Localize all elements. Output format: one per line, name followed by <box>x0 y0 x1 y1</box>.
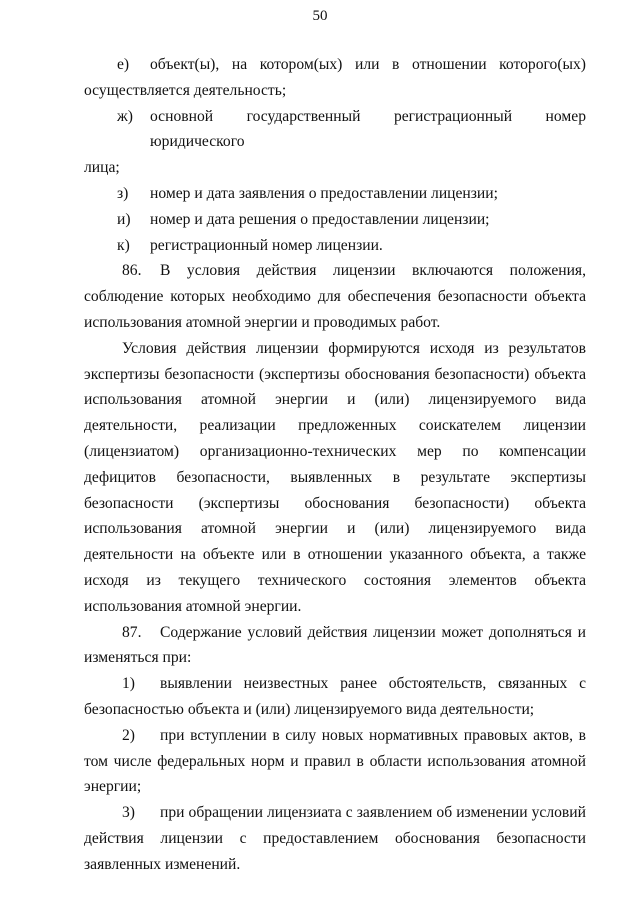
paragraph-86 <box>84 258 586 284</box>
list-item-z <box>84 181 586 207</box>
list-marker: е) <box>117 56 130 73</box>
sub-item-1-text: безопасностью объекта и (или) лицензируемого вида деятельности; <box>84 700 535 718</box>
paragraph-87-text: изменяться при: <box>84 649 192 667</box>
sub-item-2 <box>84 723 586 749</box>
list-item-text: основной государственный регистрационный номер юридического <box>150 107 586 151</box>
list-marker: з) <box>117 184 129 202</box>
sub-item-first-line: при обращении лицензиата с заявлением об изменении условий <box>160 804 586 822</box>
list-item-continuation: лица; <box>84 159 120 177</box>
list-marker: к) <box>117 236 130 254</box>
paragraph-first-line: Содержание условий действия лицензии может дополняться и <box>160 623 586 641</box>
paragraph-conditions: Условия действия лицензии формируются исходя из результатов экспертизы безопасности (экспертизы обоснования безопасности) объекта использования атомной энергии и (или) лицензируемого вида деятельности, реализации предложенных соискателем лицензии (лицензиатом) организационно-технических мер по компенсации дефицитов безопасности, выявленных в результате экспертизы безопасности (экспертизы обоснования безопасности) объекта использования атомной энергии и (или) лицензируемого вида деятельности на объекте или в отношении указанного объекта, а также исходя из текущего технического состояния элементов объекта использования атомной энергии. <box>84 339 586 615</box>
list-item-zh <box>84 104 586 156</box>
paragraph-86-text: соблюдение которых необходимо для обеспечения безопасности объекта использования атомной энергии и проводимых работ. <box>84 288 586 331</box>
list-item-continuation: осуществляется деятельность; <box>84 81 287 99</box>
paragraph-87 <box>84 620 586 646</box>
list-item-k <box>84 233 586 259</box>
sub-item-3-text: действия лицензии с предоставлением обоснования безопасности заявленных изменений. <box>84 829 586 873</box>
paragraph-number: 86. <box>122 262 142 280</box>
sub-item-marker: 2) <box>122 726 135 744</box>
document-body <box>84 52 586 878</box>
list-item-text: номер и дата решения о предоставлении лицензии; <box>150 210 490 228</box>
page-number: 50 <box>312 8 328 24</box>
list-item-i <box>84 207 586 233</box>
list-item-text: регистрационный номер лицензии. <box>150 236 383 254</box>
sub-item-first-line: выявлении неизвестных ранее обстоятельств, связанных с <box>160 675 586 693</box>
list-item-text: номер и дата заявления о предоставлении лицензии; <box>150 184 498 202</box>
list-marker: ж) <box>117 107 133 125</box>
sub-item-marker: 3) <box>122 804 135 822</box>
sub-item-first-line: при вступлении в силу новых нормативных правовых актов, в <box>160 726 586 744</box>
sub-item-marker: 1) <box>122 675 135 693</box>
list-marker: и) <box>117 210 131 228</box>
paragraph-first-line: В условия действия лицензии включаются положения, <box>160 262 586 280</box>
list-item-text: объект(ы), на котором(ых) или в отношении которого(ых) <box>150 56 586 73</box>
sub-item-3 <box>84 800 586 826</box>
paragraph-number: 87. <box>122 623 142 641</box>
sub-item-1 <box>84 671 586 697</box>
list-item-e <box>84 52 586 78</box>
sub-item-2-text: том числе федеральных норм и правил в области использования атомной энергии; <box>84 752 586 796</box>
